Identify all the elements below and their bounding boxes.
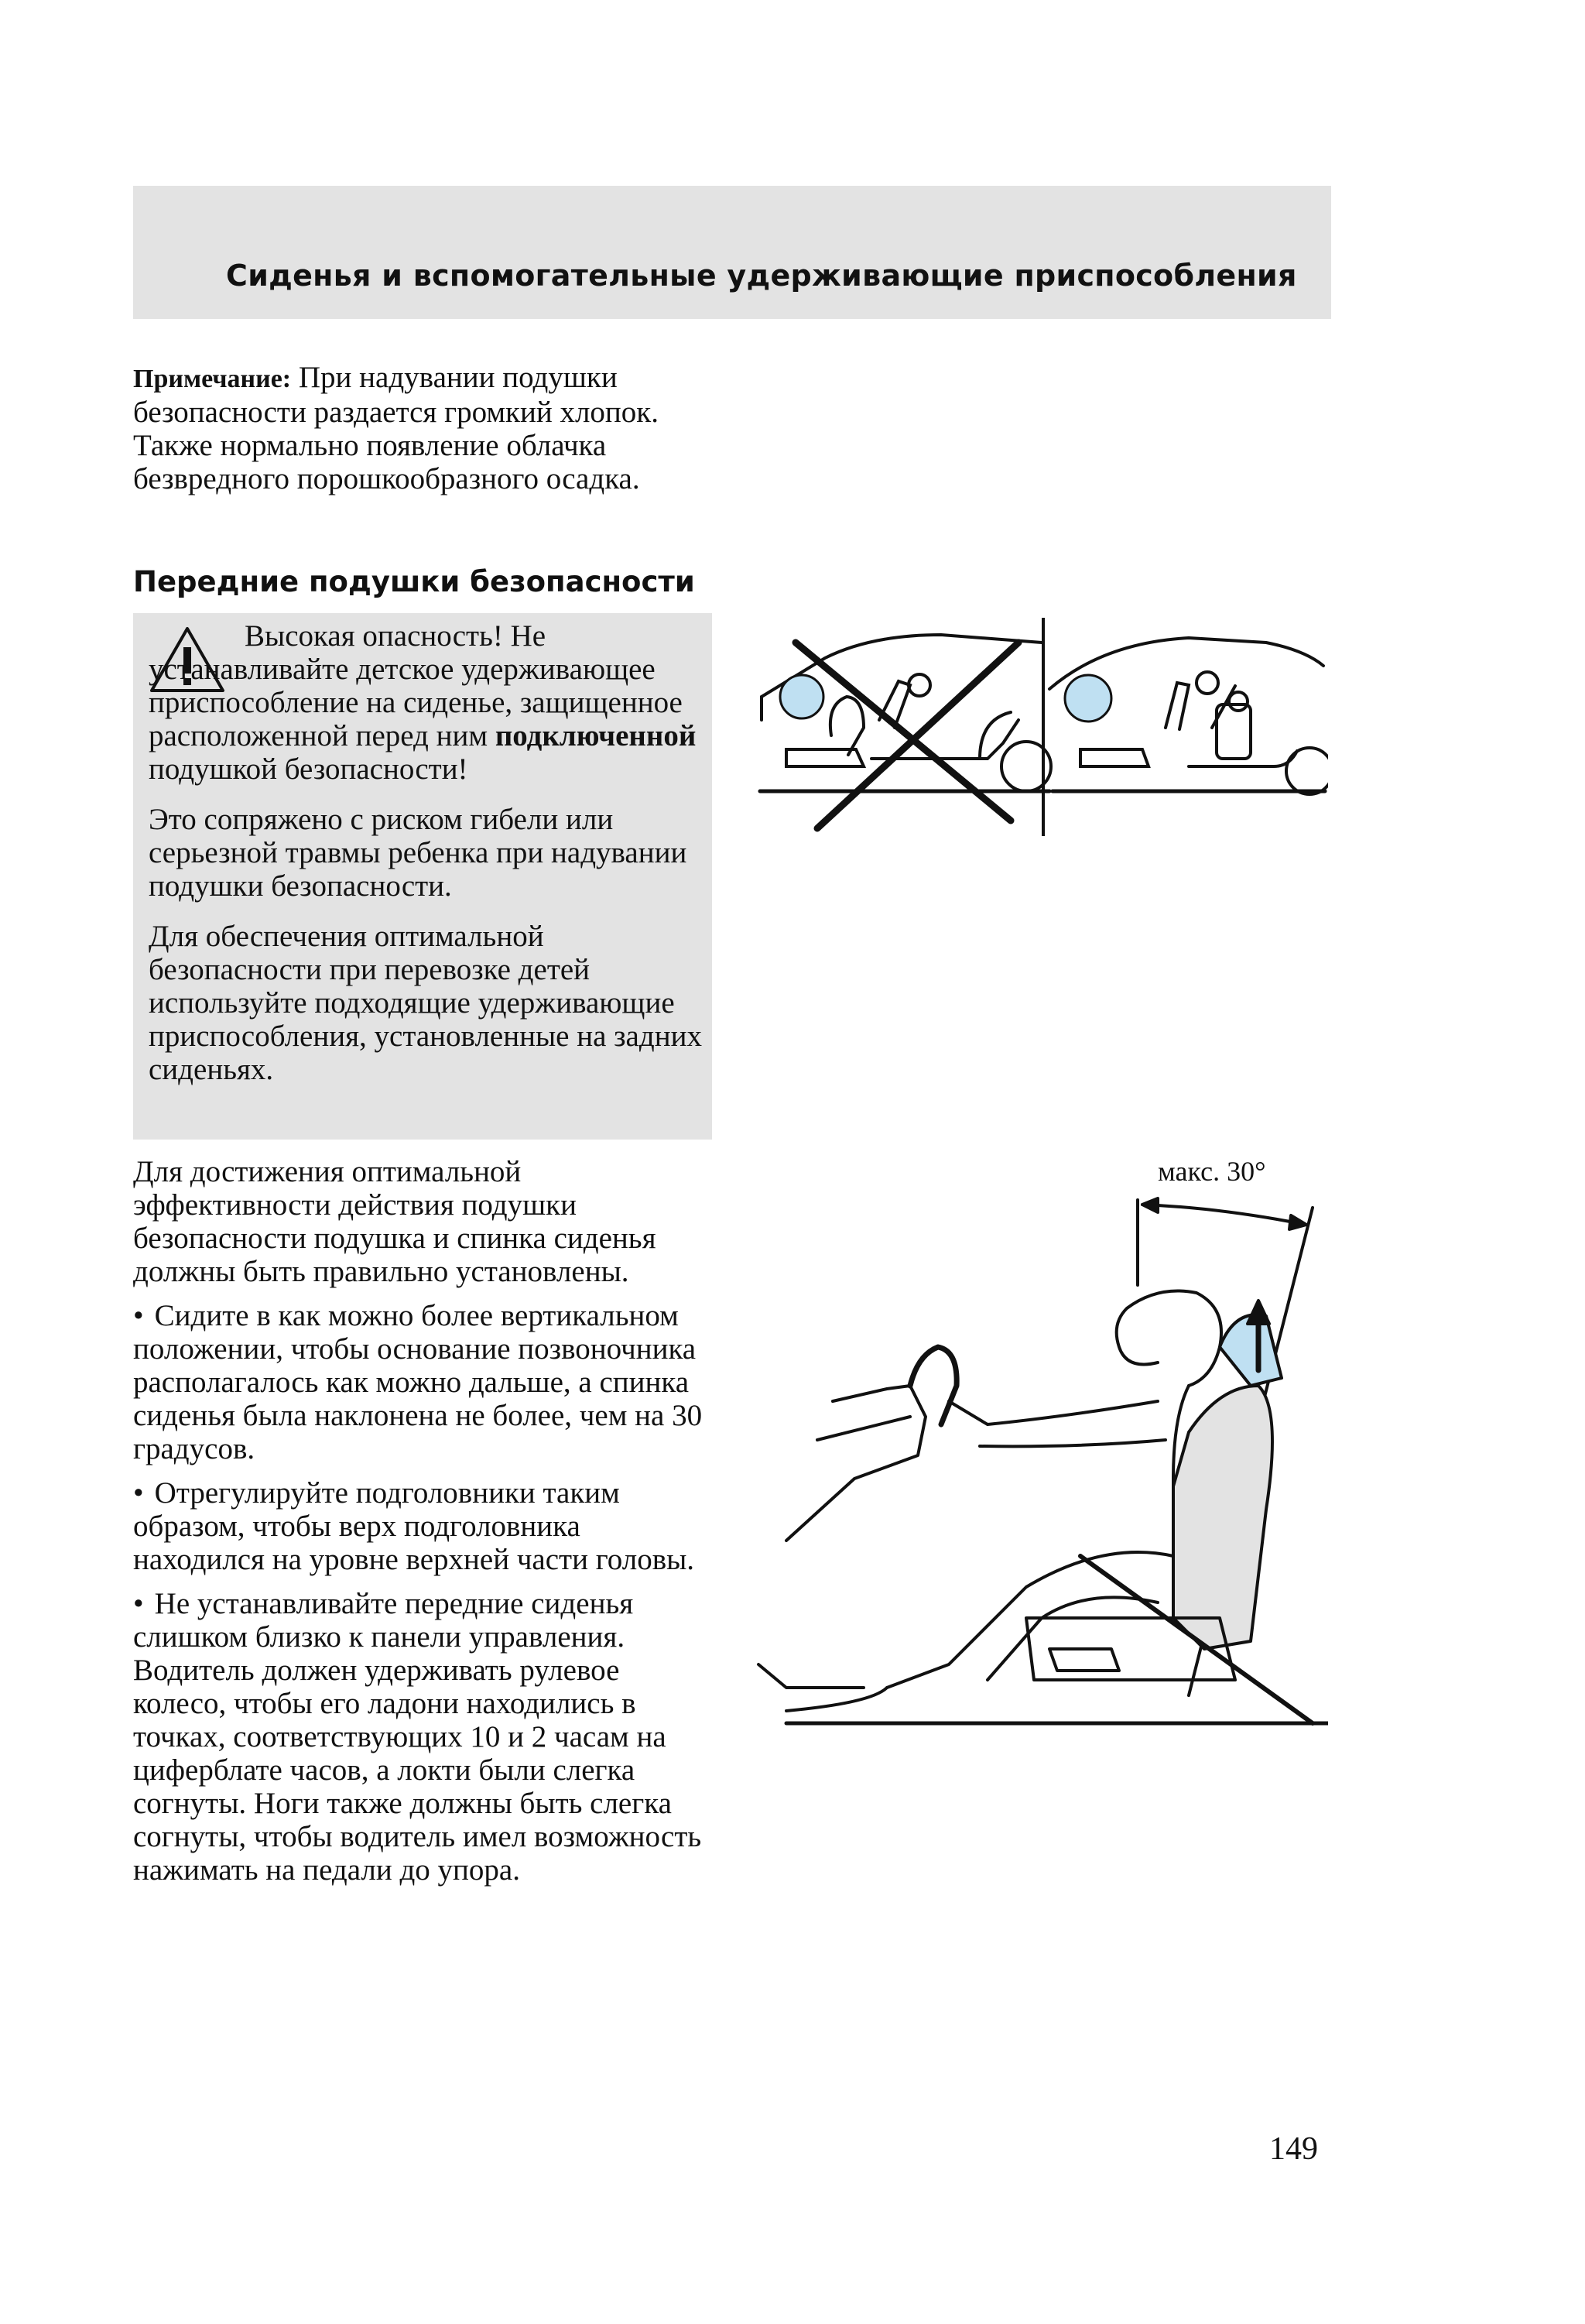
warning-p1-end: подушкой безопасности!	[149, 752, 468, 786]
note-text: При надувании подушки безопасности раздается громкий хлопок. Также нормально появление облачка безвредного порошкообразного осадка.	[133, 361, 659, 495]
note-paragraph	[133, 361, 715, 495]
warning-paragraph-3: Для обеспечения оптимальной безопасности при перевозке детей используйте подходящие удерживающие приспособления, установленные на задних сиденьях.	[149, 920, 702, 1086]
bullet-item-2: • Отрегулируйте подголовники таким образом, чтобы верх подголовника находился на уровне верхней части головы.	[133, 1476, 715, 1576]
warning-text	[149, 619, 706, 1103]
bullet-item-3: • Не устанавливайте передние сиденья слишком близко к панели управления. Водитель должен удерживать рулевое колесо, чтобы его ладони находились в точках, соответствующих 10 и 2 часам на циферблате часов, а локти были слегка согнуты. Ноги также должны быть слегка согнуты, чтобы водитель имел возможность нажимать на педали до упора.	[133, 1587, 715, 1887]
body-text	[133, 1155, 715, 1897]
page-number: 149	[1269, 2131, 1318, 2167]
section-heading: Передние подушки безопасности	[133, 565, 695, 598]
child-seat-airbag-illustration	[755, 612, 1328, 844]
airbag-left-icon	[780, 675, 823, 718]
warning-p1-start: Высокая опасность! Не устанавливайте детское удерживающее приспособление на сиденье, защищенное расположенной перед ним	[149, 619, 683, 752]
seating-position-illustration	[755, 1153, 1328, 1726]
warning-p1-bold: подключенной	[495, 719, 697, 752]
page-header-title: Сиденья и вспомогательные удерживающие приспособления	[226, 259, 1297, 293]
warning-paragraph-2: Это сопряжено с риском гибели или серьезной травмы ребенка при надувании подушки безопасности.	[149, 803, 687, 903]
bullet-item-1: • Сидите в как можно более вертикальном положении, чтобы основание позвоночника располагалось как можно дальше, а спинка сиденья была наклонена не более, чем на 30 градусов.	[133, 1299, 715, 1465]
airbag-right-icon	[1065, 675, 1111, 722]
header-band	[133, 186, 1331, 319]
note-label: Примечание:	[133, 365, 292, 393]
angle-label: макс. 30°	[1158, 1156, 1266, 1187]
body-intro: Для достижения оптимальной эффективности действия подушки безопасности подушка и спинка сиденья должны быть правильно установлены.	[133, 1155, 656, 1288]
warning-box	[133, 613, 712, 1140]
warning-paragraph-1	[149, 619, 706, 786]
